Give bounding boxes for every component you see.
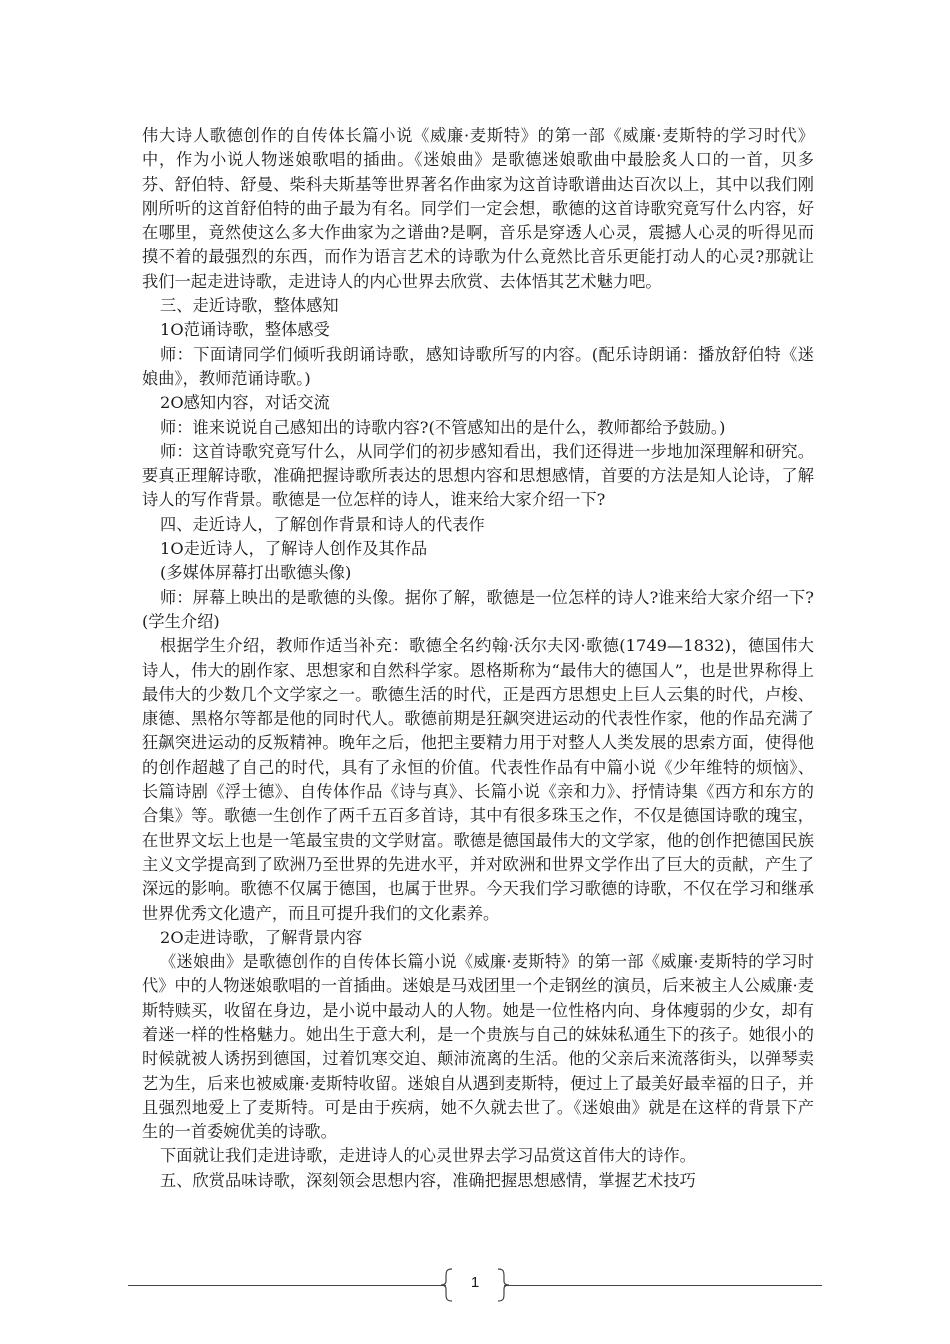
footer-rule-right [504,1285,822,1286]
subheading-3-1: 1O范诵诗歌，整体感受 [160,320,330,340]
paragraph-mignon-background: 《迷娘曲》是歌德创作的自传体长篇小说《威廉·麦斯特》的第一部《威廉·麦斯特的学习时代》中的人物迷娘歌唱的一首插曲。迷娘是马戏团里一个走钢丝的演员，后来被主人公威廉·麦斯特赎买，收留在身边，是小说中最动人的人物。她是一位性格内向、身体瘦弱的少女，却有着迷一样的性格魅力。她出生于意大利，是一个贵族与自己的妹妹私通生下的孩子。她很小的时候就被人诱拐到德国，过着饥寒交迫、颠沛流离的生活。他的父亲后来流落街头，以弹琴卖艺为生，后来也被威廉·麦斯特收留。迷娘自从遇到麦斯特，便过上了最美好最幸福的日子，并且强烈地爱上了麦斯特。可是由于疾病，她不久就去世了。《迷娘曲》就是在这样的背景下产生的一首委婉优美的诗歌。 [142,952,814,1142]
paragraph-intro: 伟大诗人歌德创作的自传体长篇小说《威廉·麦斯特》的第一部《威廉·麦斯特的学习时代》中，作为小说人物迷娘歌唱的插曲。《迷娘曲》是歌德迷娘歌曲中最脍炙人口的一首，贝多芬、舒伯特、舒曼、柴科夫斯基等世界著名作曲家为这首诗歌谱曲达百次以上，其中以我们刚刚所听的这首舒伯特的曲子最为有名。同学们一定会想，歌德的这首诗歌究竟写什么内容，好在哪里，竟然使这么多大作曲家为之谱曲?是啊，音乐是穿透人心灵，震撼人心灵的听得见而摸不着的最强烈的东西，而作为语言艺术的诗歌为什么竟然比音乐更能打动人的心灵?那就让我们一起走进诗歌，走进诗人的内心世界去欣赏、去体悟其艺术魅力吧。 [142,126,814,291]
subheading-4-1: 1O走近诗人，了解诗人创作及其作品 [160,539,428,559]
page-footer [128,1268,822,1302]
paragraph-teacher-explain: 师：这首诗歌究竟写什么，从同学们的初步感知看出，我们还得进一步地加深理解和研究。要真正理解诗歌，准确把握诗歌所表达的思想内容和思想感情，首要的方法是知人论诗，了解诗人的写作背景。歌德是一位怎样的诗人，谁来给大家介绍一下? [142,441,814,510]
paragraph-teacher-portrait: 师：屏幕上映出的是歌德的头像。据你了解，歌德是一位怎样的诗人?谁来给大家介绍一下?(学生介绍) [142,587,814,631]
section-heading-5: 五、欣赏品味诗歌，深刻领会思想内容，准确把握思想感情，掌握艺术技巧 [160,1170,696,1190]
left-brace-icon [440,1268,454,1302]
subheading-4-2: 2O走进诗歌，了解背景内容 [160,927,363,947]
paragraph-goethe-bio: 根据学生介绍，教师作适当补充：歌德全名约翰·沃尔夫冈·歌德(1749—1832)，德国伟大诗人，伟大的剧作家、思想家和自然科学家。恩格斯称为“最伟大的德国人”，也是世界称得上最伟大的少数几个文学家之一。歌德生活的时代，正是西方思想史上巨人云集的时代，卢梭、康德、黑格尔等都是他的同时代人。歌德前期是狂飙突进运动的代表性作家，他的作品充满了狂飙突进运动的反叛精神。晚年之后，他把主要精力用于对整人人类发展的思索方面，使得他的创作超越了自己的时代，具有了永恒的价值。代表性作品有中篇小说《少年维特的烦恼》、长篇诗剧《浮士德》、自传体作品《诗与真》、长篇小说《亲和力》、抒情诗集《西方和东方的合集》等。歌德一生创作了两千五百多首诗，其中有很多珠玉之作，不仅是德国诗歌的瑰宝，在世界文坛上也是一笔最宝贵的文学财富。歌德是德国最伟大的文学家，他的创作把德国民族主义文学提高到了欧洲乃至世界的先进水平，并对欧洲和世界文学作出了巨大的贡献，产生了深远的影响。歌德不仅属于德国，也属于世界。今天我们学习歌德的诗歌，不仅在学习和继承世界优秀文化遗产，而且可提升我们的文化素养。 [142,636,814,923]
document-body [142,124,814,1193]
paragraph-transition: 下面就让我们走进诗歌，走进诗人的心灵世界去学习品赏这首伟大的诗作。 [160,1146,696,1166]
paragraph-multimedia-note: (多媒体屏幕打出歌德头像) [160,563,352,583]
paragraph-teacher-ask: 师：谁来说说自己感知出的诗歌内容?(不管感知出的是什么，教师都给予鼓励。) [160,417,726,437]
page-number: 1 [470,1274,480,1291]
footer-rule-left [128,1285,446,1286]
paragraph-teacher-recite: 师：下面请同学们倾听我朗诵诗歌，感知诗歌所写的内容。(配乐诗朗诵：播放舒伯特《迷娘曲》，教师范诵诗歌。) [142,344,814,388]
section-heading-3: 三、走近诗歌，整体感知 [160,296,339,316]
section-heading-4: 四、走近诗人，了解创作背景和诗人的代表作 [160,514,485,534]
subheading-3-2: 2O感知内容，对话交流 [160,393,330,413]
